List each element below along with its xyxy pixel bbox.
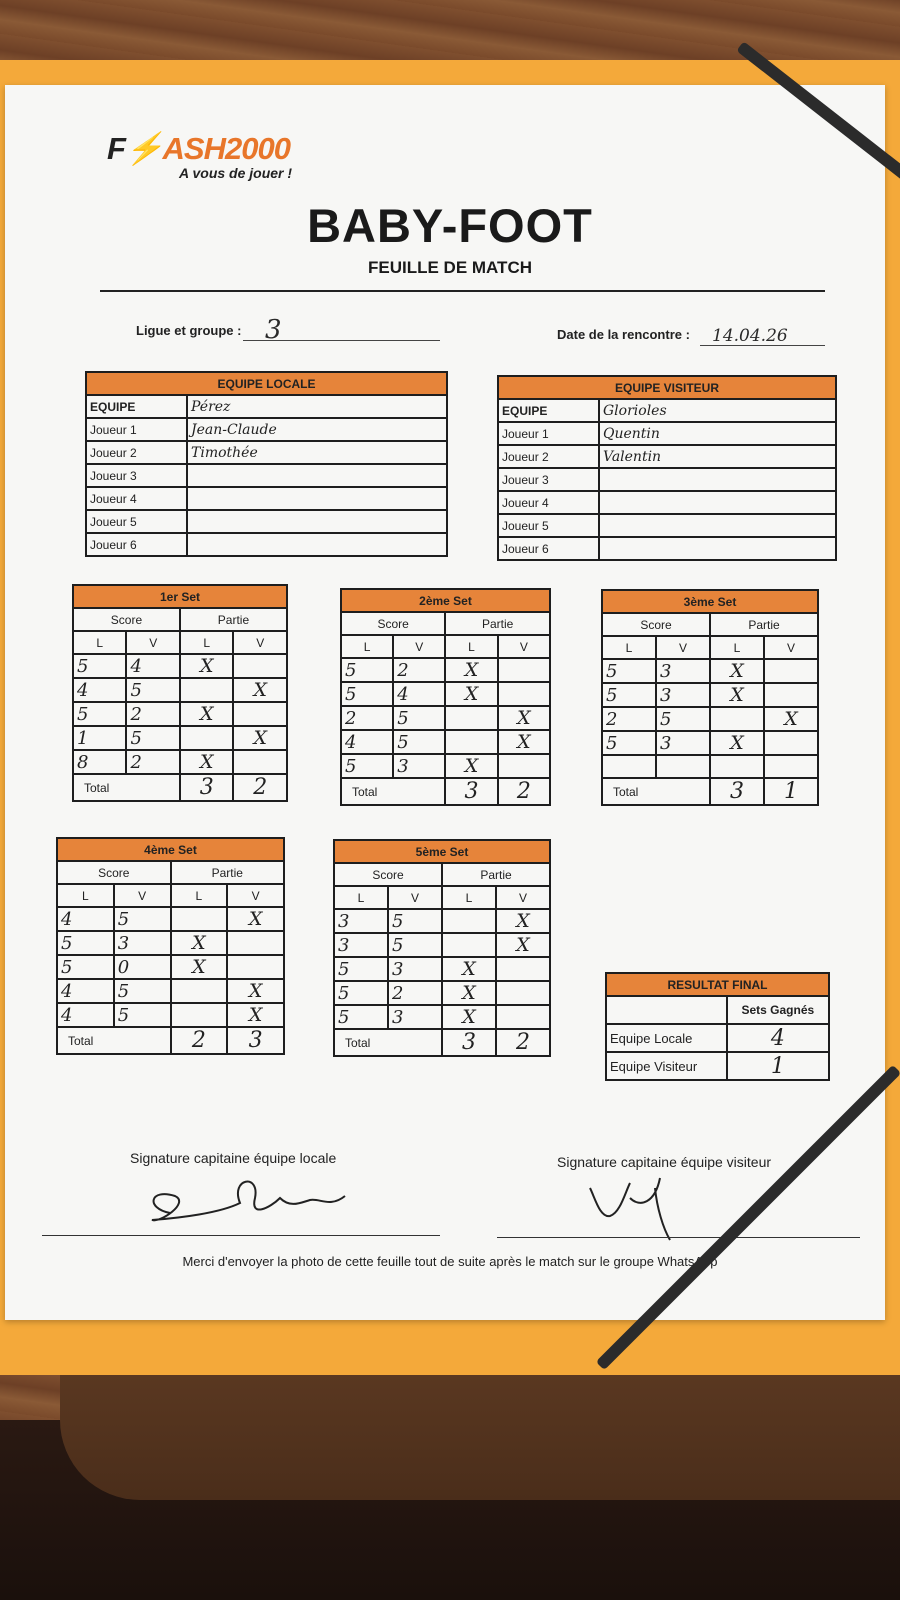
game-row xyxy=(602,707,818,731)
win-local-mark: X xyxy=(180,750,234,774)
team-row-label: Joueur 2 xyxy=(498,445,599,468)
total-label: Total xyxy=(341,778,445,805)
win-visitor-mark: X xyxy=(227,1003,284,1027)
win-local-mark xyxy=(442,909,496,933)
score-local: 5 xyxy=(73,654,126,678)
date-value: 14.04.26 xyxy=(712,326,788,346)
win-local-mark xyxy=(710,707,764,731)
win-visitor-mark xyxy=(764,755,818,778)
score-local: 4 xyxy=(341,730,393,754)
partie-header: Partie xyxy=(445,612,550,635)
score-local: 3 xyxy=(334,933,388,957)
home-result-value: 4 xyxy=(727,1024,829,1052)
score-local: 5 xyxy=(57,931,114,955)
logo-wordmark: F⚡ASH2000 xyxy=(107,131,290,166)
score-local: 5 xyxy=(334,1005,388,1029)
partie-header: Partie xyxy=(442,863,550,886)
away-captain-signature xyxy=(585,1168,695,1248)
team-row-label: Joueur 2 xyxy=(86,441,187,464)
set-title: 4ème Set xyxy=(57,838,284,861)
total-row xyxy=(341,778,550,805)
game-row xyxy=(341,706,550,730)
score-visitor: 3 xyxy=(393,754,445,778)
game-row xyxy=(602,659,818,683)
team-row-value: Jean-Claude xyxy=(187,418,447,441)
win-local-mark: X xyxy=(442,1005,496,1029)
game-row xyxy=(602,731,818,755)
score-local xyxy=(602,755,656,778)
win-local-mark: X xyxy=(710,683,764,707)
set-1-table xyxy=(72,584,288,802)
game-row xyxy=(341,754,550,778)
win-local-mark: X xyxy=(710,731,764,755)
total-visitor: 2 xyxy=(233,774,287,801)
score-local: 4 xyxy=(57,907,114,931)
side-header: L xyxy=(180,631,234,654)
set-4-table xyxy=(56,837,285,1055)
sets-won-header: Sets Gagnés xyxy=(727,996,829,1024)
final-result-table xyxy=(605,972,830,1081)
score-visitor: 3 xyxy=(656,731,710,755)
win-local-mark: X xyxy=(180,702,234,726)
side-header: L xyxy=(341,635,393,658)
score-header: Score xyxy=(57,861,171,884)
game-row xyxy=(334,981,550,1005)
game-row xyxy=(341,682,550,706)
game-row xyxy=(57,907,284,931)
page-subtitle: FEUILLE DE MATCH xyxy=(367,258,532,277)
win-visitor-mark: X xyxy=(233,726,287,750)
game-row xyxy=(334,909,550,933)
win-visitor-mark xyxy=(764,683,818,707)
score-local: 2 xyxy=(341,706,393,730)
total-row xyxy=(73,774,287,801)
score-local: 5 xyxy=(334,981,388,1005)
total-visitor: 2 xyxy=(498,778,550,805)
game-row xyxy=(73,726,287,750)
set-title: 1er Set xyxy=(73,585,287,608)
win-visitor-mark xyxy=(233,654,287,678)
title-divider xyxy=(100,290,825,292)
team-row-label: EQUIPE xyxy=(498,399,599,422)
total-visitor: 2 xyxy=(496,1029,550,1056)
win-visitor-mark xyxy=(227,931,284,955)
score-visitor: 5 xyxy=(393,706,445,730)
score-visitor: 3 xyxy=(656,683,710,707)
team-row-value xyxy=(599,491,836,514)
game-row xyxy=(73,654,287,678)
total-row xyxy=(334,1029,550,1056)
score-visitor: 5 xyxy=(656,707,710,731)
win-visitor-mark: X xyxy=(496,933,550,957)
score-visitor: 5 xyxy=(126,726,179,750)
win-local-mark: X xyxy=(442,957,496,981)
score-visitor: 2 xyxy=(388,981,442,1005)
win-local-mark xyxy=(180,678,234,702)
win-visitor-mark: X xyxy=(227,979,284,1003)
score-header: Score xyxy=(334,863,442,886)
win-local-mark: X xyxy=(445,658,497,682)
team-row-value xyxy=(599,514,836,537)
away-signature-line xyxy=(497,1237,860,1238)
team-row-value xyxy=(599,537,836,560)
team-row xyxy=(86,533,447,556)
team-header: EQUIPE LOCALE xyxy=(86,372,447,395)
game-row xyxy=(57,979,284,1003)
side-header: V xyxy=(393,635,445,658)
total-visitor: 3 xyxy=(227,1027,284,1054)
flash2000-logo xyxy=(107,130,292,181)
win-visitor-mark: X xyxy=(496,909,550,933)
home-team-table xyxy=(85,371,448,557)
team-row xyxy=(86,487,447,510)
win-local-mark xyxy=(171,907,228,931)
side-header: L xyxy=(445,635,497,658)
score-visitor: 4 xyxy=(126,654,179,678)
game-row xyxy=(73,702,287,726)
away-result-label: Equipe Visiteur xyxy=(606,1052,727,1080)
team-row xyxy=(498,468,836,491)
score-local: 5 xyxy=(334,957,388,981)
win-visitor-mark: X xyxy=(764,707,818,731)
footer-note: Merci d'envoyer la photo de cette feuille tout de suite après le match sur le groupe WhatsApp xyxy=(182,1254,718,1269)
win-visitor-mark xyxy=(764,731,818,755)
score-local: 5 xyxy=(57,955,114,979)
score-header: Score xyxy=(341,612,445,635)
team-row xyxy=(86,510,447,533)
side-header: V xyxy=(656,636,710,659)
set-3-table xyxy=(601,589,819,806)
score-visitor: 5 xyxy=(388,909,442,933)
total-label: Total xyxy=(57,1027,171,1054)
score-visitor: 0 xyxy=(114,955,171,979)
team-row-value xyxy=(187,487,447,510)
win-local-mark xyxy=(442,933,496,957)
set-title: 5ème Set xyxy=(334,840,550,863)
score-local: 2 xyxy=(602,707,656,731)
league-label: Ligue et groupe : xyxy=(136,323,242,338)
team-row-value: Glorioles xyxy=(599,399,836,422)
partie-header: Partie xyxy=(180,608,287,631)
win-local-mark xyxy=(180,726,234,750)
home-result-label: Equipe Locale xyxy=(606,1024,727,1052)
game-row xyxy=(57,931,284,955)
win-visitor-mark: X xyxy=(498,706,550,730)
total-local: 3 xyxy=(442,1029,496,1056)
win-local-mark: X xyxy=(171,955,228,979)
game-row xyxy=(73,678,287,702)
side-header: L xyxy=(710,636,764,659)
home-captain-signature xyxy=(140,1168,370,1238)
total-local: 3 xyxy=(445,778,497,805)
win-visitor-mark xyxy=(496,981,550,1005)
game-row xyxy=(341,730,550,754)
side-header: L xyxy=(442,886,496,909)
score-visitor: 5 xyxy=(114,907,171,931)
win-local-mark xyxy=(171,979,228,1003)
team-row-label: Joueur 4 xyxy=(86,487,187,510)
win-visitor-mark xyxy=(498,682,550,706)
win-local-mark: X xyxy=(442,981,496,1005)
win-local-mark: X xyxy=(171,931,228,955)
score-local: 4 xyxy=(73,678,126,702)
game-row xyxy=(602,683,818,707)
score-visitor xyxy=(656,755,710,778)
team-row-value: Timothée xyxy=(187,441,447,464)
team-row-label: Joueur 5 xyxy=(498,514,599,537)
score-visitor: 5 xyxy=(388,933,442,957)
team-row xyxy=(498,445,836,468)
game-row xyxy=(602,755,818,778)
side-header: V xyxy=(496,886,550,909)
team-row-label: Joueur 6 xyxy=(86,533,187,556)
win-visitor-mark xyxy=(496,1005,550,1029)
score-local: 5 xyxy=(341,682,393,706)
win-visitor-mark xyxy=(496,957,550,981)
team-row-label: EQUIPE xyxy=(86,395,187,418)
team-row-label: Joueur 6 xyxy=(498,537,599,560)
score-visitor: 2 xyxy=(126,750,179,774)
game-row xyxy=(73,750,287,774)
score-visitor: 2 xyxy=(126,702,179,726)
score-visitor: 3 xyxy=(114,931,171,955)
total-local: 3 xyxy=(710,778,764,805)
win-local-mark xyxy=(710,755,764,778)
win-local-mark: X xyxy=(180,654,234,678)
game-row xyxy=(334,957,550,981)
score-visitor: 3 xyxy=(656,659,710,683)
win-visitor-mark xyxy=(233,702,287,726)
score-local: 3 xyxy=(334,909,388,933)
score-visitor: 3 xyxy=(388,1005,442,1029)
score-visitor: 2 xyxy=(393,658,445,682)
team-row-value xyxy=(187,533,447,556)
side-header: V xyxy=(126,631,179,654)
team-row-value: Pérez xyxy=(187,395,447,418)
team-row-label: Joueur 1 xyxy=(86,418,187,441)
win-local-mark: X xyxy=(445,754,497,778)
win-visitor-mark: X xyxy=(233,678,287,702)
team-row-value: Valentin xyxy=(599,445,836,468)
away-team-table xyxy=(497,375,837,561)
score-visitor: 4 xyxy=(393,682,445,706)
win-local-mark xyxy=(171,1003,228,1027)
score-local: 4 xyxy=(57,1003,114,1027)
team-row-label: Joueur 3 xyxy=(86,464,187,487)
score-local: 5 xyxy=(341,658,393,682)
team-row xyxy=(498,491,836,514)
set-2-table xyxy=(340,588,551,806)
final-title: RESULTAT FINAL xyxy=(606,973,829,996)
win-visitor-mark: X xyxy=(227,907,284,931)
win-visitor-mark xyxy=(227,955,284,979)
side-header: V xyxy=(498,635,550,658)
total-local: 2 xyxy=(171,1027,228,1054)
win-local-mark: X xyxy=(710,659,764,683)
side-header: L xyxy=(73,631,126,654)
total-row xyxy=(602,778,818,805)
score-local: 4 xyxy=(57,979,114,1003)
set-title: 2ème Set xyxy=(341,589,550,612)
side-header: V xyxy=(114,884,171,907)
team-row-label: Joueur 4 xyxy=(498,491,599,514)
team-row xyxy=(498,399,836,422)
bolt-icon: ⚡ xyxy=(124,131,163,166)
partie-header: Partie xyxy=(171,861,285,884)
partie-header: Partie xyxy=(710,613,818,636)
score-visitor: 3 xyxy=(388,957,442,981)
team-row xyxy=(86,418,447,441)
team-row xyxy=(498,514,836,537)
game-row xyxy=(57,1003,284,1027)
score-visitor: 5 xyxy=(114,979,171,1003)
game-row xyxy=(341,658,550,682)
team-header: EQUIPE VISITEUR xyxy=(498,376,836,399)
team-row-label: Joueur 3 xyxy=(498,468,599,491)
game-row xyxy=(334,933,550,957)
score-visitor: 5 xyxy=(126,678,179,702)
win-visitor-mark xyxy=(498,754,550,778)
away-result-value: 1 xyxy=(727,1052,829,1080)
win-visitor-mark: X xyxy=(498,730,550,754)
team-row-label: Joueur 5 xyxy=(86,510,187,533)
win-local-mark xyxy=(445,706,497,730)
score-local: 5 xyxy=(341,754,393,778)
team-row xyxy=(86,395,447,418)
home-signature-label: Signature capitaine équipe locale xyxy=(130,1150,337,1166)
total-visitor: 1 xyxy=(764,778,818,805)
side-header: V xyxy=(227,884,284,907)
total-label: Total xyxy=(602,778,710,805)
side-header: V xyxy=(233,631,287,654)
total-local: 3 xyxy=(180,774,234,801)
set-title: 3ème Set xyxy=(602,590,818,613)
win-local-mark xyxy=(445,730,497,754)
score-local: 5 xyxy=(602,683,656,707)
score-visitor: 5 xyxy=(114,1003,171,1027)
away-signature-label: Signature capitaine équipe visiteur xyxy=(557,1154,772,1170)
score-local: 5 xyxy=(602,731,656,755)
team-row-value: Quentin xyxy=(599,422,836,445)
total-row xyxy=(57,1027,284,1054)
score-header: Score xyxy=(602,613,710,636)
total-label: Total xyxy=(73,774,180,801)
side-header: L xyxy=(334,886,388,909)
logo-tagline: A vous de jouer ! xyxy=(179,165,293,181)
team-row xyxy=(86,441,447,464)
win-visitor-mark xyxy=(498,658,550,682)
side-header: V xyxy=(388,886,442,909)
team-row-value xyxy=(599,468,836,491)
game-row xyxy=(334,1005,550,1029)
date-label: Date de la rencontre : xyxy=(557,327,690,342)
score-local: 8 xyxy=(73,750,126,774)
win-local-mark: X xyxy=(445,682,497,706)
team-row-value xyxy=(187,464,447,487)
team-row xyxy=(498,537,836,560)
score-local: 5 xyxy=(602,659,656,683)
team-row-value xyxy=(187,510,447,533)
team-row-label: Joueur 1 xyxy=(498,422,599,445)
side-header: L xyxy=(57,884,114,907)
score-header: Score xyxy=(73,608,180,631)
side-header: L xyxy=(171,884,228,907)
team-row xyxy=(86,464,447,487)
score-local: 5 xyxy=(73,702,126,726)
game-row xyxy=(57,955,284,979)
set-5-table xyxy=(333,839,551,1057)
win-visitor-mark xyxy=(764,659,818,683)
home-signature-line xyxy=(42,1235,440,1236)
score-visitor: 5 xyxy=(393,730,445,754)
page-title: BABY-FOOT xyxy=(307,199,593,252)
side-header: V xyxy=(764,636,818,659)
total-label: Total xyxy=(334,1029,442,1056)
league-value: 3 xyxy=(265,315,282,345)
team-row xyxy=(498,422,836,445)
win-visitor-mark xyxy=(233,750,287,774)
score-local: 1 xyxy=(73,726,126,750)
side-header: L xyxy=(602,636,656,659)
